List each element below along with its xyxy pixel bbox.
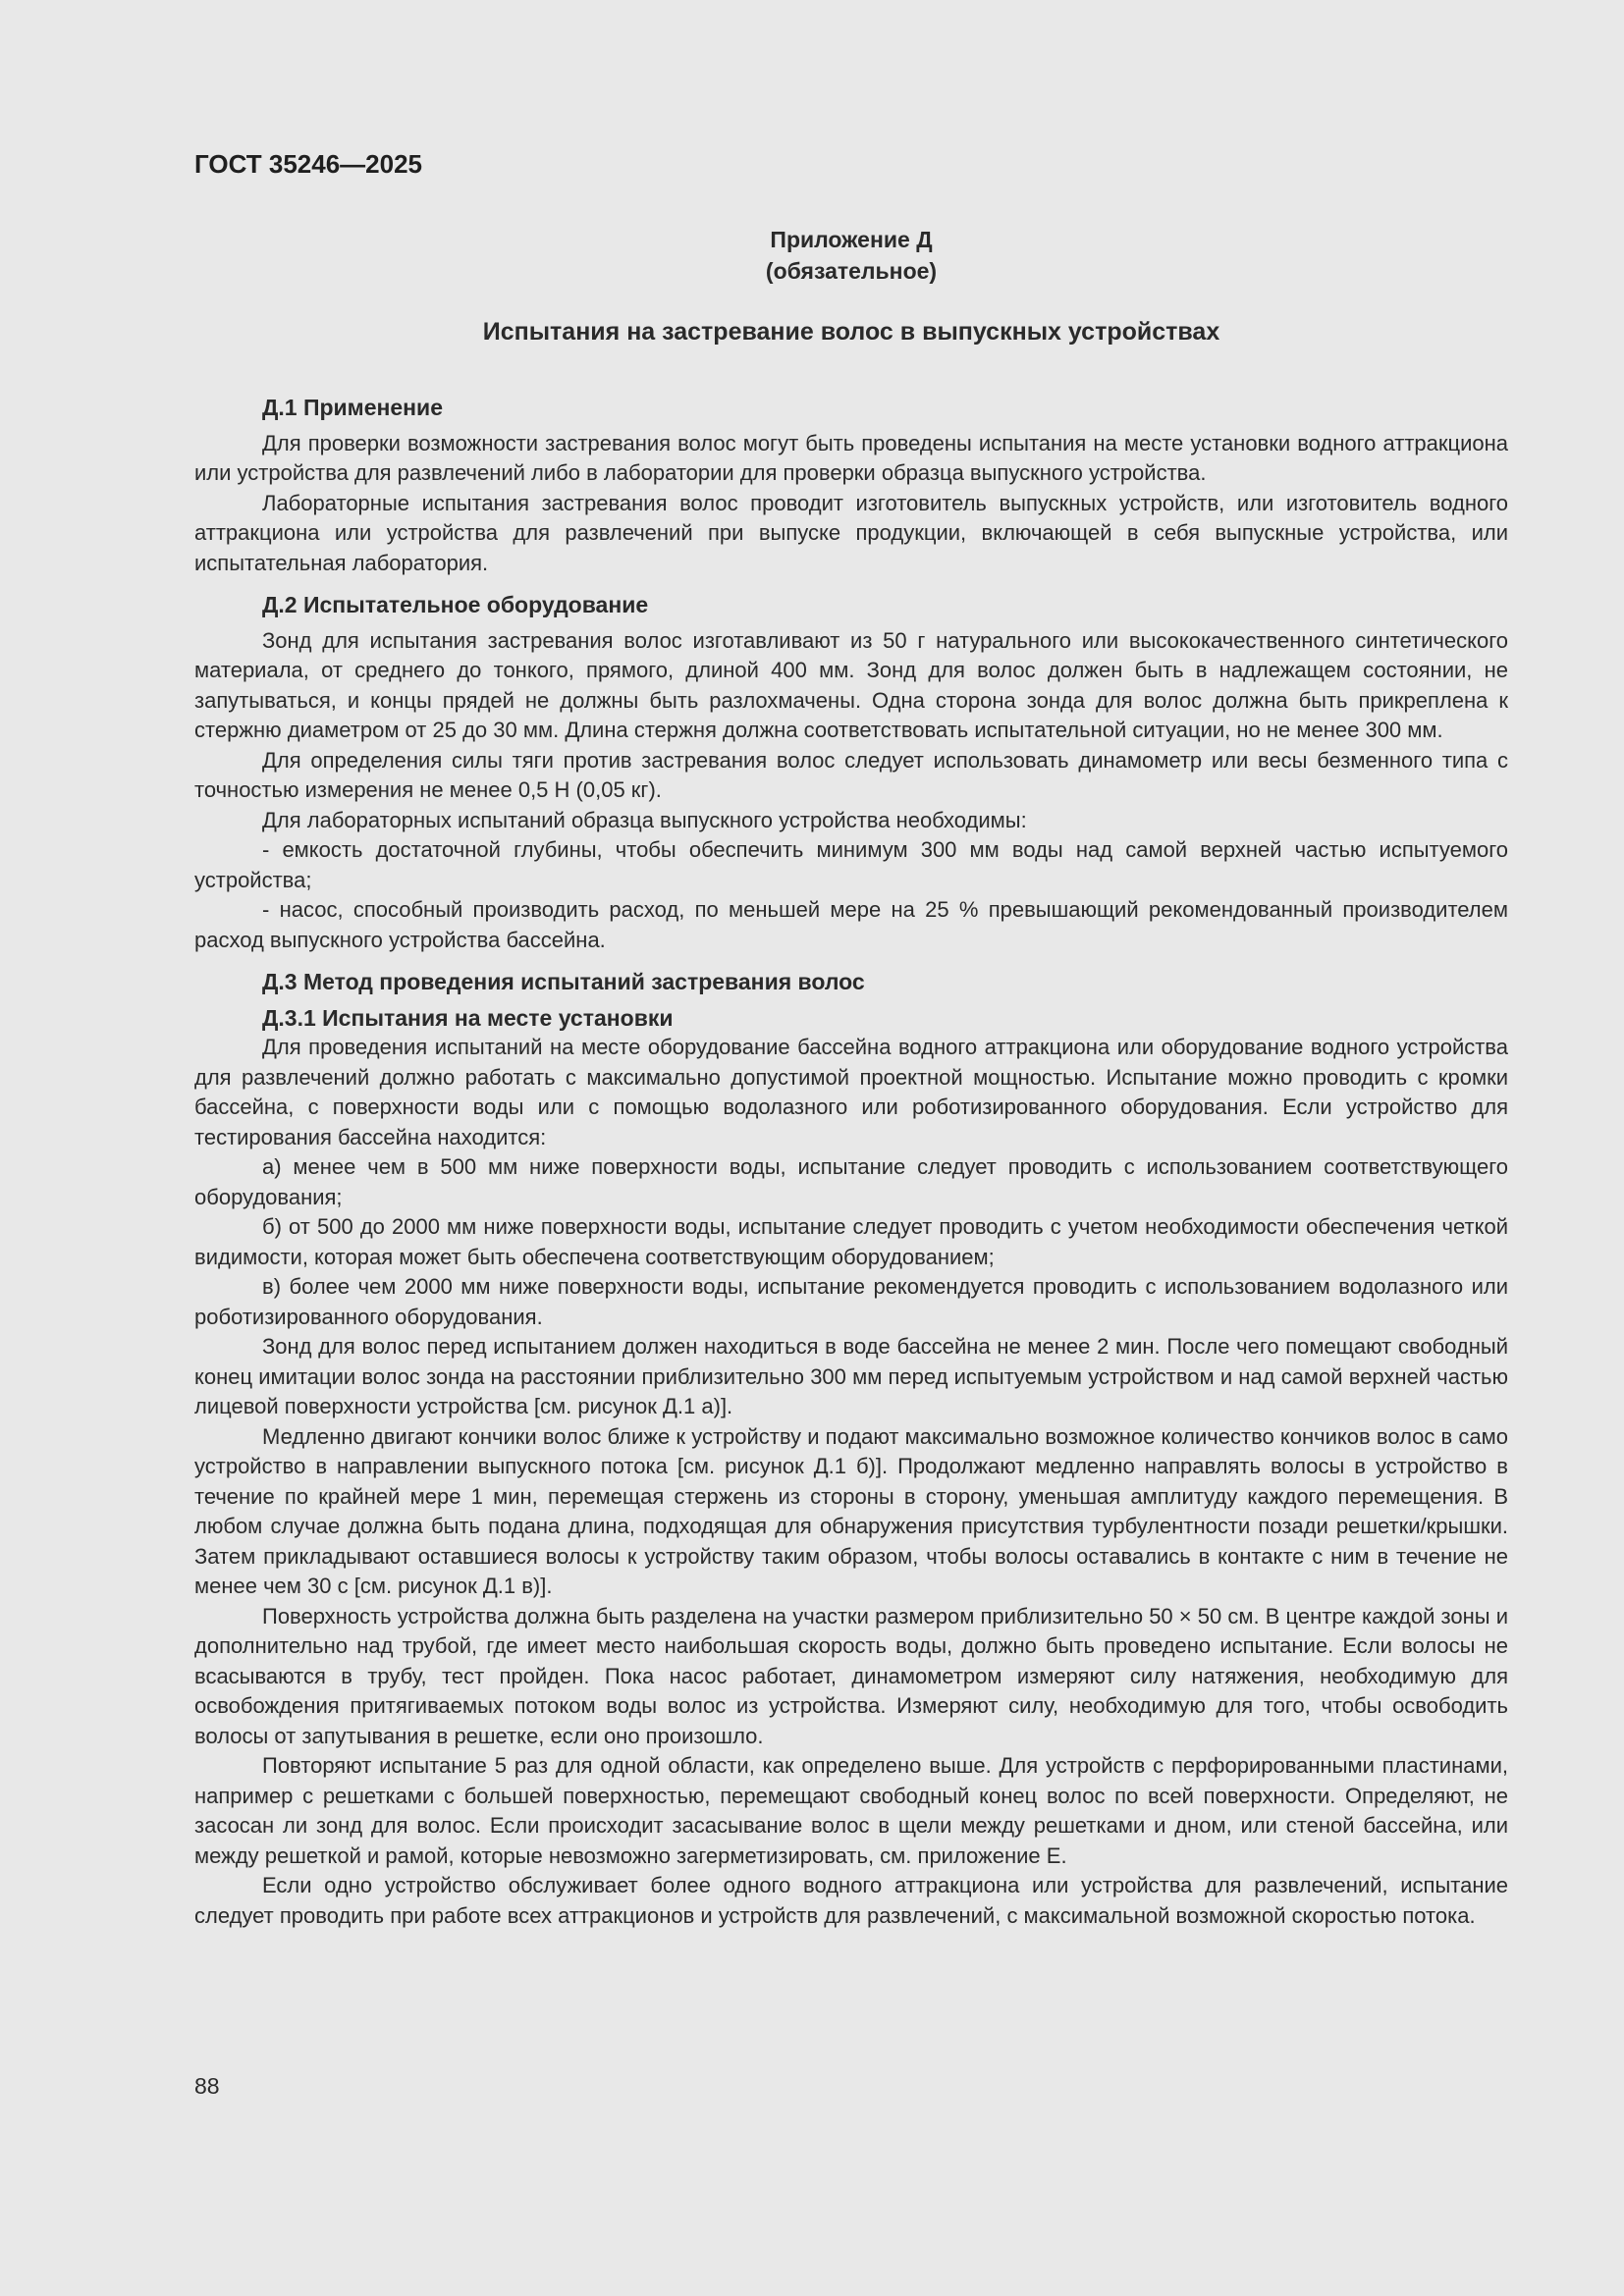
document-body <box>194 393 1508 1931</box>
paragraph: Медленно двигают кончики волос ближе к устройству и подают максимально возможное количество кончиков волос в само устройство в направлении выпускного потока [см. рисунок Д.1 б)]. Продолжают медленно направлять волосы в устройство в течение по крайней мере 1 мин, перемещая стержень из стороны в сторону, уменьшая амплитуду каждого перемещения. В любом случае должна быть подана длина, подходящая для обнаружения присутствия турбулентности позади решетки/крышки. Затем прикладывают оставшиеся волосы к устройству таким образом, чтобы волосы оставались в контакте с ним в течение не менее чем 30 с [см. рисунок Д.1 в)]. <box>194 1423 1508 1598</box>
paragraph: Для определения силы тяги против застревания волос следует использовать динамометр или весы безменного типа с точностью измерения не менее 0,5 Н (0,05 кг). <box>194 747 1508 802</box>
paragraph: Поверхность устройства должна быть разделена на участки размером приблизительно 50 × 50 см. В центре каждой зоны и дополнительно над трубой, где имеет место наибольшая скорость воды, должно быть проведено испытание. Если волосы не всасываются в трубу, тест пройден. Пока насос работает, динамометром измеряют силу натяжения, необходимую для освобождения притягиваемых потоком воды волос из устройства. Измеряют силу, необходимую для того, чтобы освободить волосы от запутывания в решетке, если оно произошло. <box>194 1603 1508 1748</box>
list-item: б) от 500 до 2000 мм ниже поверхности воды, испытание следует проводить с учетом необходимости обеспечения четкой видимости, которая может быть обеспечена соответствующим оборудованием; <box>194 1214 1508 1269</box>
paragraph: Лабораторные испытания застревания волос проводит изготовитель выпускных устройств, или изготовитель водного аттракциона или устройства для развлечений при выпуске продукции, включающей в себя выпускные устройства, или испытательная лаборатория. <box>194 490 1508 575</box>
list-item: - насос, способный производить расход, по меньшей мере на 25 % превышающий рекомендованный производителем расход выпускного устройства бассейна. <box>194 897 1508 952</box>
list-item: в) более чем 2000 мм ниже поверхности воды, испытание рекомендуется проводить с использованием водолазного или роботизированного оборудования. <box>194 1274 1508 1329</box>
appendix-label: Приложение Д <box>770 227 933 252</box>
section-heading-d3: Д.3 Метод проведения испытаний застревания волос <box>262 969 865 994</box>
appendix-header <box>194 224 1508 287</box>
paragraph: Для проверки возможности застревания волос могут быть проведены испытания на месте установки водного аттракциона или устройства для развлечений либо в лаборатории для проверки образца выпускного устройства. <box>194 430 1508 485</box>
appendix-title: Испытания на застревание волос в выпускных устройствах <box>482 318 1220 346</box>
paragraph: Зонд для волос перед испытанием должен находиться в воде бассейна не менее 2 мин. После чего помещают свободный конец имитации волос зонда на расстоянии приблизительно 300 мм перед испытуемым устройством и над самой верхней частью лицевой поверхности устройства [см. рисунок Д.1 а)]. <box>194 1334 1508 1418</box>
section-heading-d2: Д.2 Испытательное оборудование <box>262 592 649 617</box>
page-number: 88 <box>194 2073 220 2099</box>
paragraph: Для лабораторных испытаний образца выпускного устройства необходимы: <box>262 807 1027 832</box>
paragraph: Для проведения испытаний на месте оборудование бассейна водного аттракциона или оборудование водного устройства для развлечений должно работать с максимально допустимой проектной мощностью. Испытание можно проводить с кромки бассейна, с поверхности воды или с помощью водолазного или роботизированного оборудования. Если устройство для тестирования бассейна находится: <box>194 1035 1508 1149</box>
paragraph: Зонд для испытания застревания волос изготавливают из 50 г натурального или высококачественного синтетического материала, от среднего до тонкого, прямого, длиной 400 мм. Зонд для волос должен быть в надлежащем состоянии, не запутываться, и концы прядей не должны быть разлохмачены. Одна сторона зонда для волос должна быть прикреплена к стержню диаметром от 25 до 30 мм. Длина стержня должна соответствовать испытательной ситуации, но не менее 300 мм. <box>194 627 1508 742</box>
list-item: - емкость достаточной глубины, чтобы обеспечить минимум 300 мм воды над самой верхней частью испытуемого устройства; <box>194 837 1508 892</box>
section-heading-d31: Д.3.1 Испытания на месте установки <box>262 1004 674 1031</box>
paragraph: Если одно устройство обслуживает более одного водного аттракциона или устройства для развлечений, испытание следует проводить при работе всех аттракционов и устройств для развлечений, с максимальной возможной скоростью потока. <box>194 1873 1508 1928</box>
appendix-status: (обязательное) <box>765 258 938 284</box>
list-item: а) менее чем в 500 мм ниже поверхности воды, испытание следует проводить с использованием соответствующего оборудования; <box>194 1154 1508 1209</box>
section-heading-d1: Д.1 Применение <box>262 395 443 420</box>
document-code: ГОСТ 35246—2025 <box>194 149 422 179</box>
paragraph: Повторяют испытание 5 раз для одной области, как определено выше. Для устройств с перфорированными пластинами, например с решетками с большей поверхностью, перемещают свободный конец волос по всей поверхности. Определяют, не засосан ли зонд для волос. Если происходит засасывание волос в щели между решетками и дном, или стеной бассейна, или между решеткой и рамой, которые невозможно загерметизировать, см. приложение Е. <box>194 1753 1508 1868</box>
